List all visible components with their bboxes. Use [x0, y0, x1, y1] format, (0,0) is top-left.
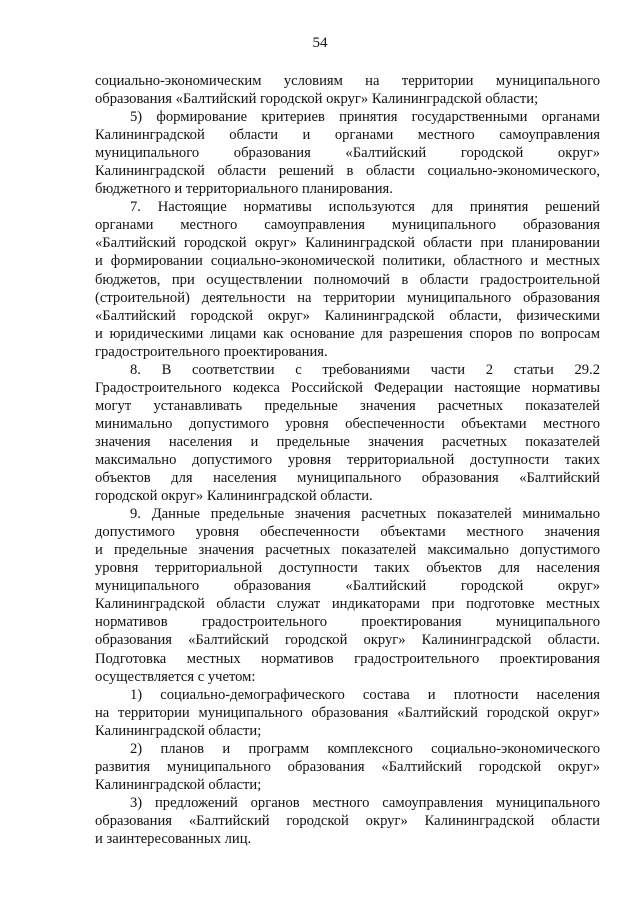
- text-line: муниципального образования «Балтийский городской округ»: [95, 578, 600, 595]
- text-line: городской округ» Калининградской области.: [95, 488, 373, 505]
- text-line: бюджетного и территориального планирования.: [95, 181, 393, 198]
- text-line: значения населения и предельные значения расчетных показателей: [95, 433, 600, 450]
- text-line: 3) предложений органов местного самоуправления муниципального: [130, 794, 600, 811]
- text-line: на территории муниципального образования «Балтийский городской округ»: [95, 704, 600, 721]
- text-line: (строительной) деятельности на территории муниципального образования: [95, 289, 600, 306]
- text-line: и заинтересованных лиц.: [95, 830, 252, 847]
- document-body: [95, 72, 600, 848]
- text-line: образования «Балтийский городской округ» Калининградской области;: [95, 91, 539, 108]
- text-line: 9. Данные предельные значения расчетных показателей минимально: [130, 506, 600, 523]
- text-line: максимально допустимого уровня территориальной доступности таких: [95, 451, 600, 468]
- paragraph-item-1: [95, 686, 600, 740]
- text-line: могут устанавливать предельные значения расчетных показателей: [95, 397, 600, 414]
- text-line: развития муниципального образования «Балтийский городской округ»: [95, 758, 600, 775]
- text-line: 7. Настоящие нормативы используются для принятия решений: [130, 199, 600, 216]
- paragraph-continuation: [95, 72, 600, 108]
- text-line: 2) планов и программ комплексного социально-экономического: [130, 740, 600, 757]
- paragraph-item-3: [95, 794, 600, 848]
- text-line: Калининградской области;: [95, 776, 262, 793]
- paragraph-8: [95, 361, 600, 505]
- text-line: Калининградской области и органами местного самоуправления: [95, 127, 600, 144]
- text-line: уровня территориальной доступности таких объектов для населения: [95, 560, 600, 577]
- text-line: 1) социально-демографического состава и плотности населения: [130, 686, 600, 703]
- text-line: муниципального образования «Балтийский городской округ»: [95, 145, 600, 162]
- text-line: «Балтийский городской округ» Калининградской области при планировании: [95, 235, 600, 252]
- paragraph-item-5: [95, 108, 600, 198]
- text-line: Калининградской области служат индикаторами при подготовке местных: [95, 596, 600, 613]
- text-line: образования «Балтийский городской округ» Калининградской области.: [95, 632, 600, 649]
- text-line: градостроительного проектирования.: [95, 343, 328, 360]
- paragraph-item-2: [95, 740, 600, 794]
- text-line: социально-экономическим условиям на территории муниципального: [95, 73, 600, 89]
- text-line: и предельные значения расчетных показателей максимально допустимого: [95, 542, 600, 559]
- text-line: Калининградской области;: [95, 722, 262, 739]
- text-line: нормативов градостроительного проектирования муниципального: [95, 614, 600, 631]
- text-line: объектов для населения муниципального образования «Балтийский: [95, 470, 600, 487]
- paragraph-7: [95, 198, 600, 360]
- text-line: допустимого уровня обеспеченности объектами местного значения: [95, 524, 600, 541]
- text-line: бюджетов, при осуществлении полномочий в области градостроительной: [95, 271, 600, 288]
- text-line: и формировании социально-экономической политики, областного и местных: [95, 253, 600, 270]
- page-number: 54: [312, 35, 328, 51]
- text-line: органами местного самоуправления муниципального образования: [95, 217, 600, 234]
- text-line: образования «Балтийский городской округ» Калининградской области: [95, 812, 600, 829]
- text-line: и юридическими лицами как основание для разрешения споров по вопросам: [95, 325, 600, 342]
- text-line: Подготовка местных нормативов градостроительного проектирования: [95, 650, 600, 667]
- text-line: Градостроительного кодекса Российской Федерации настоящие нормативы: [95, 379, 600, 396]
- text-line: «Балтийский городской округ» Калининградской области, физическими: [95, 307, 600, 324]
- paragraph-9: [95, 505, 600, 685]
- text-line: Калининградской области решений в области социально-экономического,: [95, 163, 600, 180]
- text-line: осуществляется с учетом:: [95, 668, 256, 685]
- text-line: минимально допустимого уровня обеспеченности объектами местного: [95, 415, 600, 432]
- text-line: 8. В соответствии с требованиями части 2 статьи 29.2: [130, 361, 600, 378]
- text-line: 5) формирование критериев принятия государственными органами: [130, 109, 600, 126]
